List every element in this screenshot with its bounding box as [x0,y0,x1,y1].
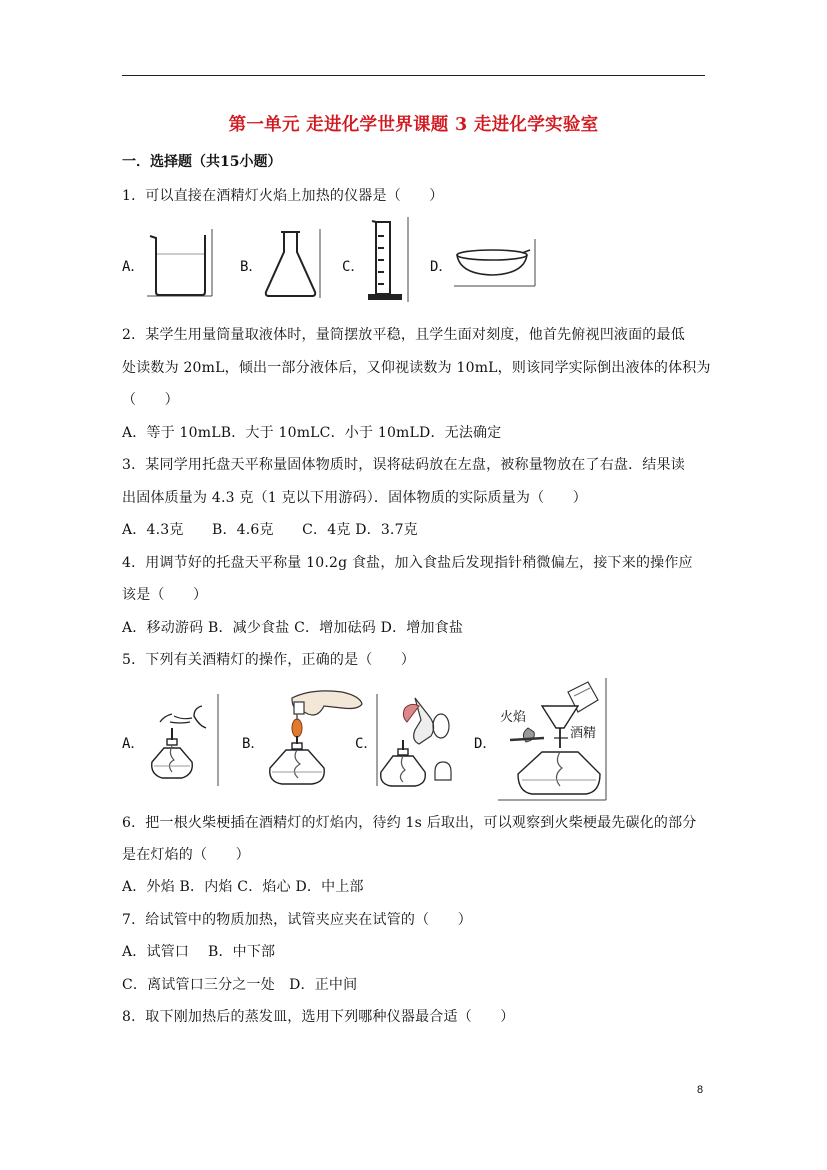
q2-stem-line-3: （ ） [122,392,179,408]
q7-options-line-2: C．离试管口三分之一处 D．正中间 [122,977,358,993]
q4-stem-line-2: 该是（ ） [122,587,208,603]
page-number: 8 [697,1084,704,1096]
q3-stem-line-1: 3．某同学用托盘天平称量固体物质时，误将砝码放在左盘，被称量物放在了右盘．结果读 [122,457,685,473]
q3-stem-line-2: 出固体质量为 4.3 克（1 克以下用游码）．固体物质的实际质量为（ ） [122,490,587,506]
conical-flask-image [260,228,322,300]
header-rule [122,75,705,76]
q2-options: A．等于 10mLB．大于 10mLC．小于 10mLD．无法确定 [122,425,502,441]
q4-options: A．移动游码 B．减少食盐 C．增加砝码 D．增加食盐 [122,620,464,636]
lighting-from-another-lamp-image [375,692,459,788]
q1-option-b-label: B． [240,259,263,275]
q6-stem-line-1: 6．把一根火柴梗插在酒精灯的灯焰内，待约 1s 后取出，可以观察到火柴梗最先碳化的部分 [122,815,697,831]
page-title: 第一单元 走进化学世界课题 3 走进化学实验室 [228,115,599,135]
q1-option-d-label: D． [430,259,453,275]
lighting-with-match-image [262,684,366,788]
flame-label: 火焰 [500,710,527,725]
q6-options: A．外焰 B．内焰 C．焰心 D．中上部 [122,879,364,895]
graduated-cylinder-image [364,216,410,304]
q4-stem-line-1: 4．用调节好的托盘天平称量 10.2g 食盐，加入食盐后发现指针稍微偏左，接下来的操作应 [122,555,693,571]
q5-option-c-label: C． [355,736,378,752]
q2-stem-line-1: 2．某学生用量筒量取液体时，量筒摆放平稳，且学生面对刻度，他首先俯视凹液面的最低 [122,327,685,343]
q2-stem-line-2: 处读数为 20mL，倾出一部分液体后，又仰视读数为 10mL，则该同学实际倒出液体的体积为 [122,360,711,376]
evaporating-dish-image [450,238,538,288]
q7-options-line-1: A．试管口 B．中下部 [122,944,276,960]
q5-option-a-label: A． [122,736,145,752]
q5-option-d-label: D． [474,736,497,752]
q3-options: A．4.3克 B．4.6克 C．4克 D．3.7克 [122,522,418,538]
q6-stem-line-2: 是在灯焰的（ ） [122,847,250,863]
q1-stem: 1．可以直接在酒精灯火焰上加热的仪器是（ ） [122,188,444,204]
beaker-image [144,228,214,298]
q5-stem: 5．下列有关酒精灯的操作，正确的是（ ） [122,652,416,668]
alcohol-label: 酒精 [570,726,597,741]
q1-option-c-label: C． [342,259,365,275]
q5-option-b-label: B． [242,736,265,752]
q7-stem: 7．给试管中的物质加热，试管夹应夹在试管的（ ） [122,912,472,928]
section-heading: 一．选择题（共15小题） [122,154,282,170]
q1-option-a-label: A． [122,259,145,275]
blowing-out-lamp-image [142,692,222,788]
refilling-alcohol-image [496,676,608,802]
q8-stem: 8．取下刚加热后的蒸发皿，选用下列哪种仪器最合适（ ） [122,1009,515,1025]
